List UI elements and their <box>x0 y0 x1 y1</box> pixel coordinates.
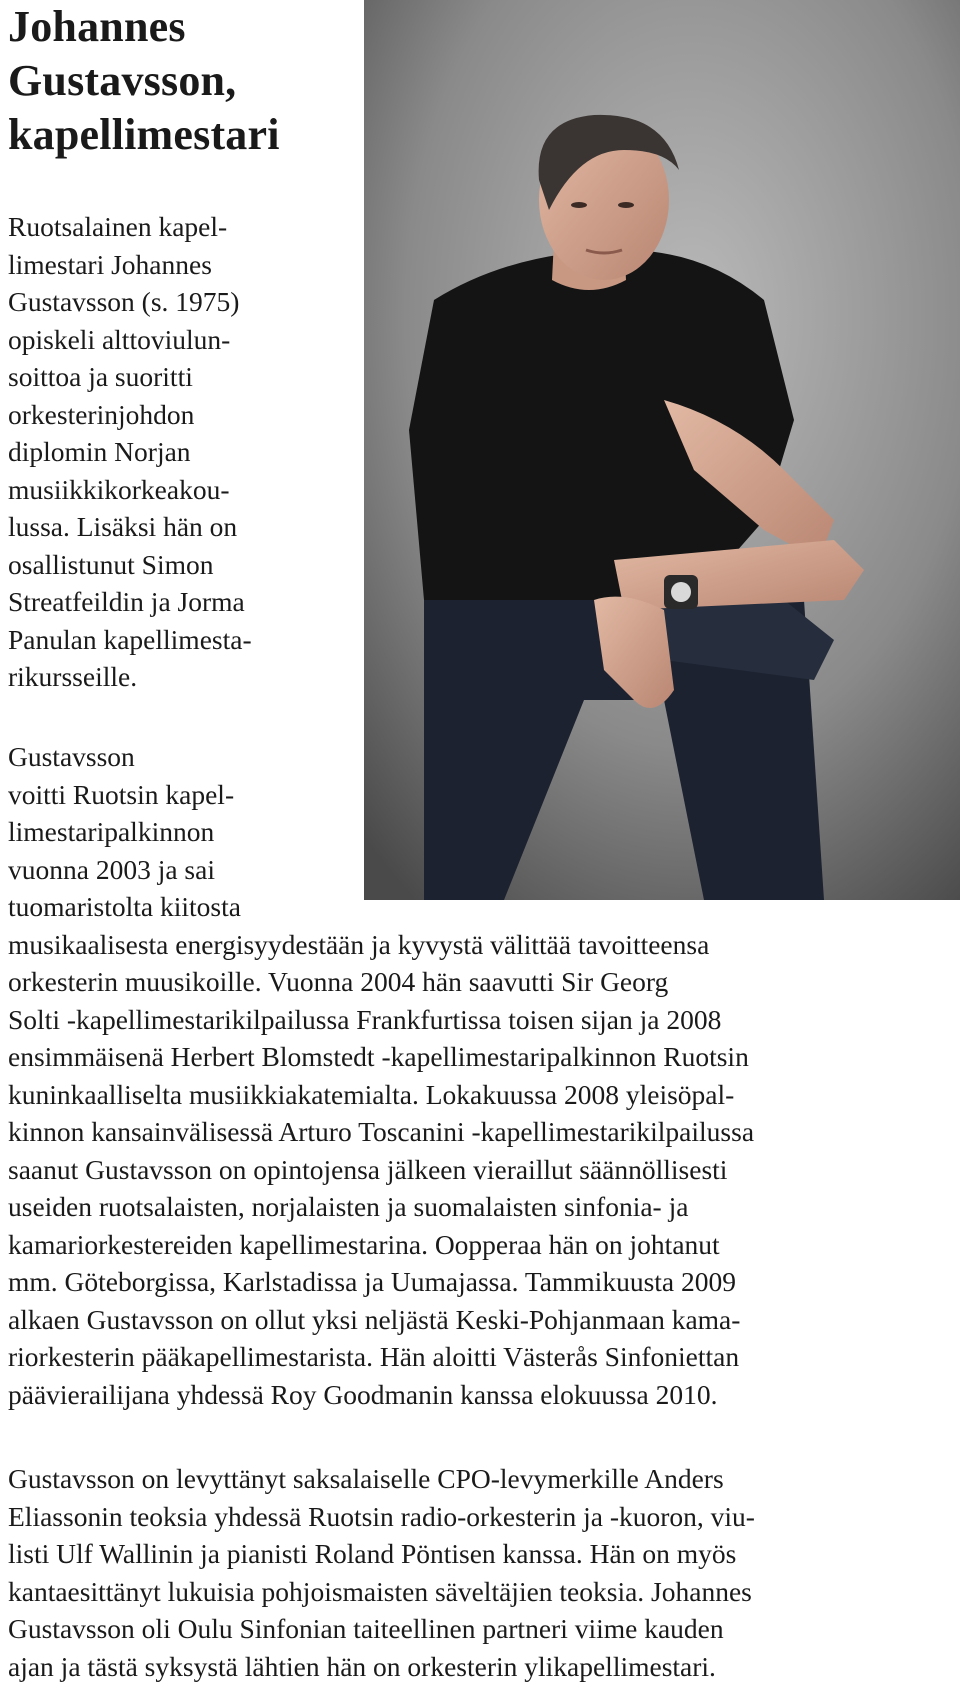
text-line: kantaesittänyt lukuisia pohjoismaisten säveltäjien teoksia. Johannes <box>8 1575 752 1607</box>
text-line: vuonna 2003 ja sai <box>8 853 215 885</box>
text-line: riorkesterin pääkapellimestarista. Hän aloitti Västerås Sinfoniettan <box>8 1341 740 1372</box>
text-line: Gustavsson (s. 1975) <box>8 286 240 317</box>
text-line: kamariorkestereiden kapellimestarina. Oopperaa hän on johtanut <box>8 1228 720 1260</box>
title-line: Gustavsson, <box>8 56 237 105</box>
text-line: Ruotsalainen kapel- <box>8 211 228 242</box>
text-line: alkaen Gustavsson on ollut yksi neljästä Keski-Pohjanmaan kama- <box>8 1303 741 1335</box>
text-line: saanut Gustavsson on opintojensa jälkeen vieraillut säännöllisesti <box>8 1153 728 1185</box>
text-line: voitti Ruotsin kapel- <box>8 778 235 810</box>
text-line: mm. Göteborgissa, Karlstadissa ja Uumajassa. Tammikuusta 2009 <box>8 1266 736 1297</box>
text-line: kinnon kansainvälisessä Arturo Toscanini -kapellimestarikilpailussa <box>8 1116 755 1147</box>
text-line: lussa. Lisäksi hän on <box>8 511 238 542</box>
text-line: päävierailijana yhdessä Roy Goodmanin kanssa elokuussa 2010. <box>8 1378 718 1410</box>
text-line: Streatfeildin ja Jorma <box>8 586 245 617</box>
text-line: Gustavsson on levyttänyt saksalaiselle CPO-levymerkille Anders <box>8 1463 724 1494</box>
text-line: orkesterinjohdon <box>8 398 195 430</box>
text-line: listi Ulf Wallinin ja pianisti Roland Pöntisen kanssa. Hän on myös <box>8 1538 737 1569</box>
text-line: Gustavsson <box>8 741 135 772</box>
text-line: ajan ja tästä syksystä lähtien hän on orkesterin ylikapellimestari. <box>8 1650 716 1682</box>
title-line: Johannes <box>8 2 186 51</box>
paragraph-3 <box>8 1460 755 1685</box>
text-line: Solti -kapellimestarikilpailussa Frankfurtissa toisen sijan ja 2008 <box>8 1003 722 1035</box>
text-line: useiden ruotsalaisten, norjalaisten ja suomalaisten sinfonia- ja <box>8 1191 689 1222</box>
text-line: tuomaristolta kiitosta <box>8 891 241 922</box>
title-line: kapellimestari <box>8 110 280 159</box>
text-line: orkesterin muusikoille. Vuonna 2004 hän saavutti Sir Georg <box>8 966 669 997</box>
text-line: Eliassonin teoksia yhdessä Ruotsin radio-orkesterin ja -kuoron, viu- <box>8 1500 755 1532</box>
text-line: limestari Johannes <box>8 248 212 280</box>
text-line: musiikkikorkeakou- <box>8 473 230 505</box>
paragraph-1 <box>8 208 252 696</box>
text-line: kuninkaalliselta musiikkiakatemialta. Lokakuussa 2008 yleisöpal- <box>8 1078 735 1110</box>
text-line: diplomin Norjan <box>8 436 191 467</box>
paragraph-2 <box>8 738 754 1413</box>
text-line: osallistunut Simon <box>8 548 214 580</box>
text-line: Gustavsson oli Oulu Sinfonian taiteellinen partneri viime kauden <box>8 1613 724 1644</box>
text-line: musikaalisesta energisyydestään ja kyvystä välittää tavoitteensa <box>8 928 710 960</box>
text-line: Panulan kapellimesta- <box>8 623 252 655</box>
text-line: soittoa ja suoritti <box>8 361 193 392</box>
text-line: opiskeli alttoviulun- <box>8 323 231 355</box>
text-line: ensimmäisenä Herbert Blomstedt -kapellimestaripalkinnon Ruotsin <box>8 1041 749 1072</box>
page-title <box>8 0 348 162</box>
text-line: limestaripalkinnon <box>8 816 215 847</box>
text-line: rikursseille. <box>8 661 138 692</box>
